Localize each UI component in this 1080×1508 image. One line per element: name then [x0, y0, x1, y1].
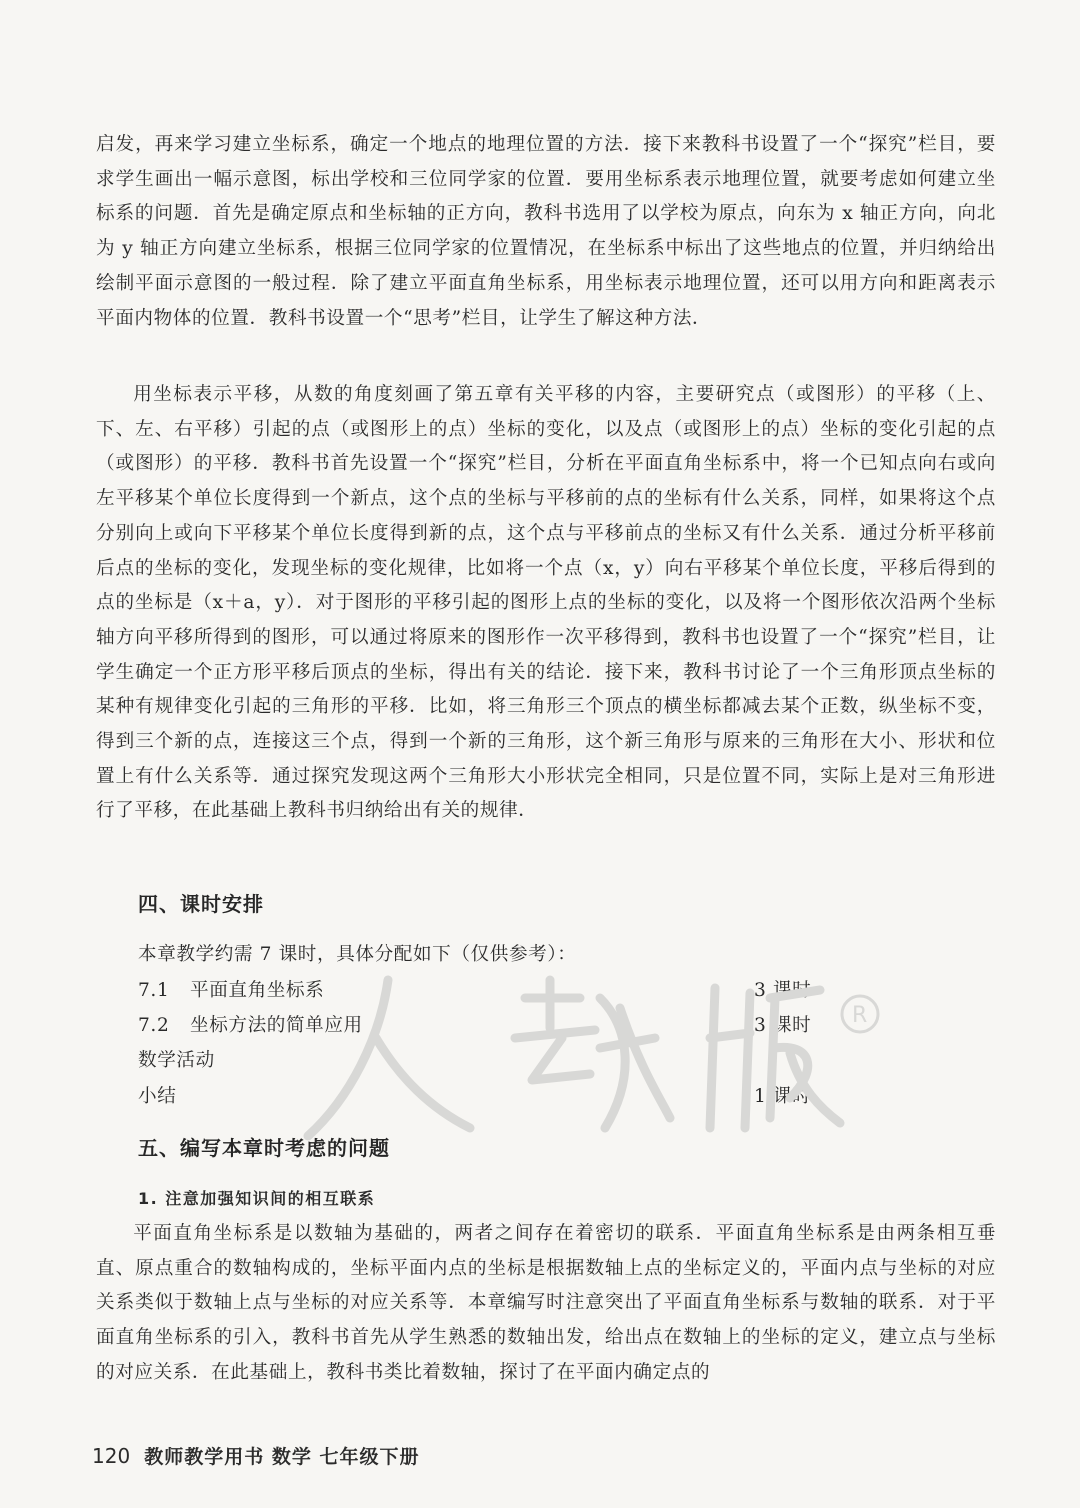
schedule-row — [138, 1011, 818, 1037]
page-footer — [92, 1442, 419, 1469]
paragraph-coordinate-location: 启发，再来学习建立坐标系，确定一个地点的地理位置的方法．接下来教科书设置了一个“探究”栏目，要求学生画出一幅示意图，标出学校和三位同学家的位置．要用坐标系表示地理位置，就要考虑如何建立坐标系的问题．首先是确定原点和坐标轴的正方向，教科书选用了以学校为原点，向东为 x 轴正方向，向北为 y 轴正方向建立坐标系，根据三位同学家的位置情况，在坐标系中标出了这些地点的位置，并归纳给出绘制平面示意图的一般过程．除了建立平面直角坐标系，用坐标表示地理位置，还可以用方向和距离表示平面内物体的位置．教科书设置一个“思考”栏目，让学生了解这种方法． — [96, 134, 996, 329]
section-heading-considerations: 五、编写本章时考虑的问题 — [138, 1136, 390, 1160]
lesson-title: 小结 — [138, 1086, 177, 1107]
lesson-title: 坐标方法的简单应用 — [190, 1015, 363, 1036]
lesson-title: 平面直角坐标系 — [190, 980, 325, 1001]
section-heading-schedule: 四、课时安排 — [138, 892, 264, 916]
schedule-row — [138, 976, 818, 1002]
lesson-hours: 3 课时 — [754, 1015, 812, 1036]
schedule-intro: 本章教学约需 7 课时，具体分配如下（仅供参考）： — [138, 944, 577, 965]
page-number: 120 — [92, 1444, 131, 1468]
svg-text:R: R — [852, 1003, 868, 1028]
book-title: 教师教学用书 数学 七年级下册 — [144, 1446, 420, 1468]
paragraph-translation: 用坐标表示平移，从数的角度刻画了第五章有关平移的内容，主要研究点（或图形）的平移（上、下、左、右平移）引起的点（或图形上的点）坐标的变化，以及点（或图形上的点）坐标的变化引起的点（或图形）的平移．教科书首先设置一个“探究”栏目，分析在平面直角坐标系中，将一个已知点向右或向左平移某个单位长度得到一个新点，这个点的坐标与平移前的点的坐标有什么关系，同样，如果将这个点分别向上或向下平移某个单位长度得到新的点，这个点与平移前点的坐标又有什么关系．通过分析平移前后点的坐标的变化，发现坐标的变化规律，比如将一个点（x，y）向右平移某个单位长度，平移后得到的点的坐标是（x＋a，y）．对于图形的平移引起的图形上点的坐标的变化，以及将一个图形依次沿两个坐标轴方向平移所得到的图形，可以通过将原来的图形作一次平移得到，教科书也设置了一个“探究”栏目，让学生确定一个正方形平移后顶点的坐标，得出有关的结论．接下来，教科书讨论了一个三角形顶点坐标的某种有规律变化引起的三角形的平移．比如，将三角形三个顶点的横坐标都减去某个正数，纵坐标不变，得到三个新的点，连接这三个点，得到一个新的三角形，这个新三角形与原来的三角形在大小、形状和位置上有什么关系等．通过探究发现这两个三角形大小形状完全相同，只是位置不同，实际上是对三角形进行了平移，在此基础上教科书归纳给出有关的规律． — [96, 384, 996, 822]
lesson-title: 数学活动 — [138, 1050, 215, 1071]
lesson-number: 7.1 — [138, 980, 170, 1001]
lesson-hours: 1 课时 — [754, 1086, 812, 1107]
schedule-row — [138, 1082, 818, 1108]
lesson-hours: 3 课时 — [754, 980, 812, 1001]
lesson-number: 7.2 — [138, 1015, 170, 1036]
paragraph-connections: 平面直角坐标系是以数轴为基础的，两者之间存在着密切的联系．平面直角坐标系是由两条相互垂直、原点重合的数轴构成的，坐标平面内点的坐标是根据数轴上点的坐标定义的，平面内点与坐标的对应关系类似于数轴上点与坐标的对应关系等．本章编写时注意突出了平面直角坐标系与数轴的联系．对于平面直角坐标系的引入，教科书首先从学生熟悉的数轴出发，给出点在数轴上的坐标的定义，建立点与坐标的对应关系．在此基础上，教科书类比着数轴，探讨了在平面内确定点的 — [96, 1223, 996, 1383]
subsection-heading: 1. 注意加强知识间的相互联系 — [138, 1189, 376, 1208]
schedule-row — [138, 1046, 818, 1072]
